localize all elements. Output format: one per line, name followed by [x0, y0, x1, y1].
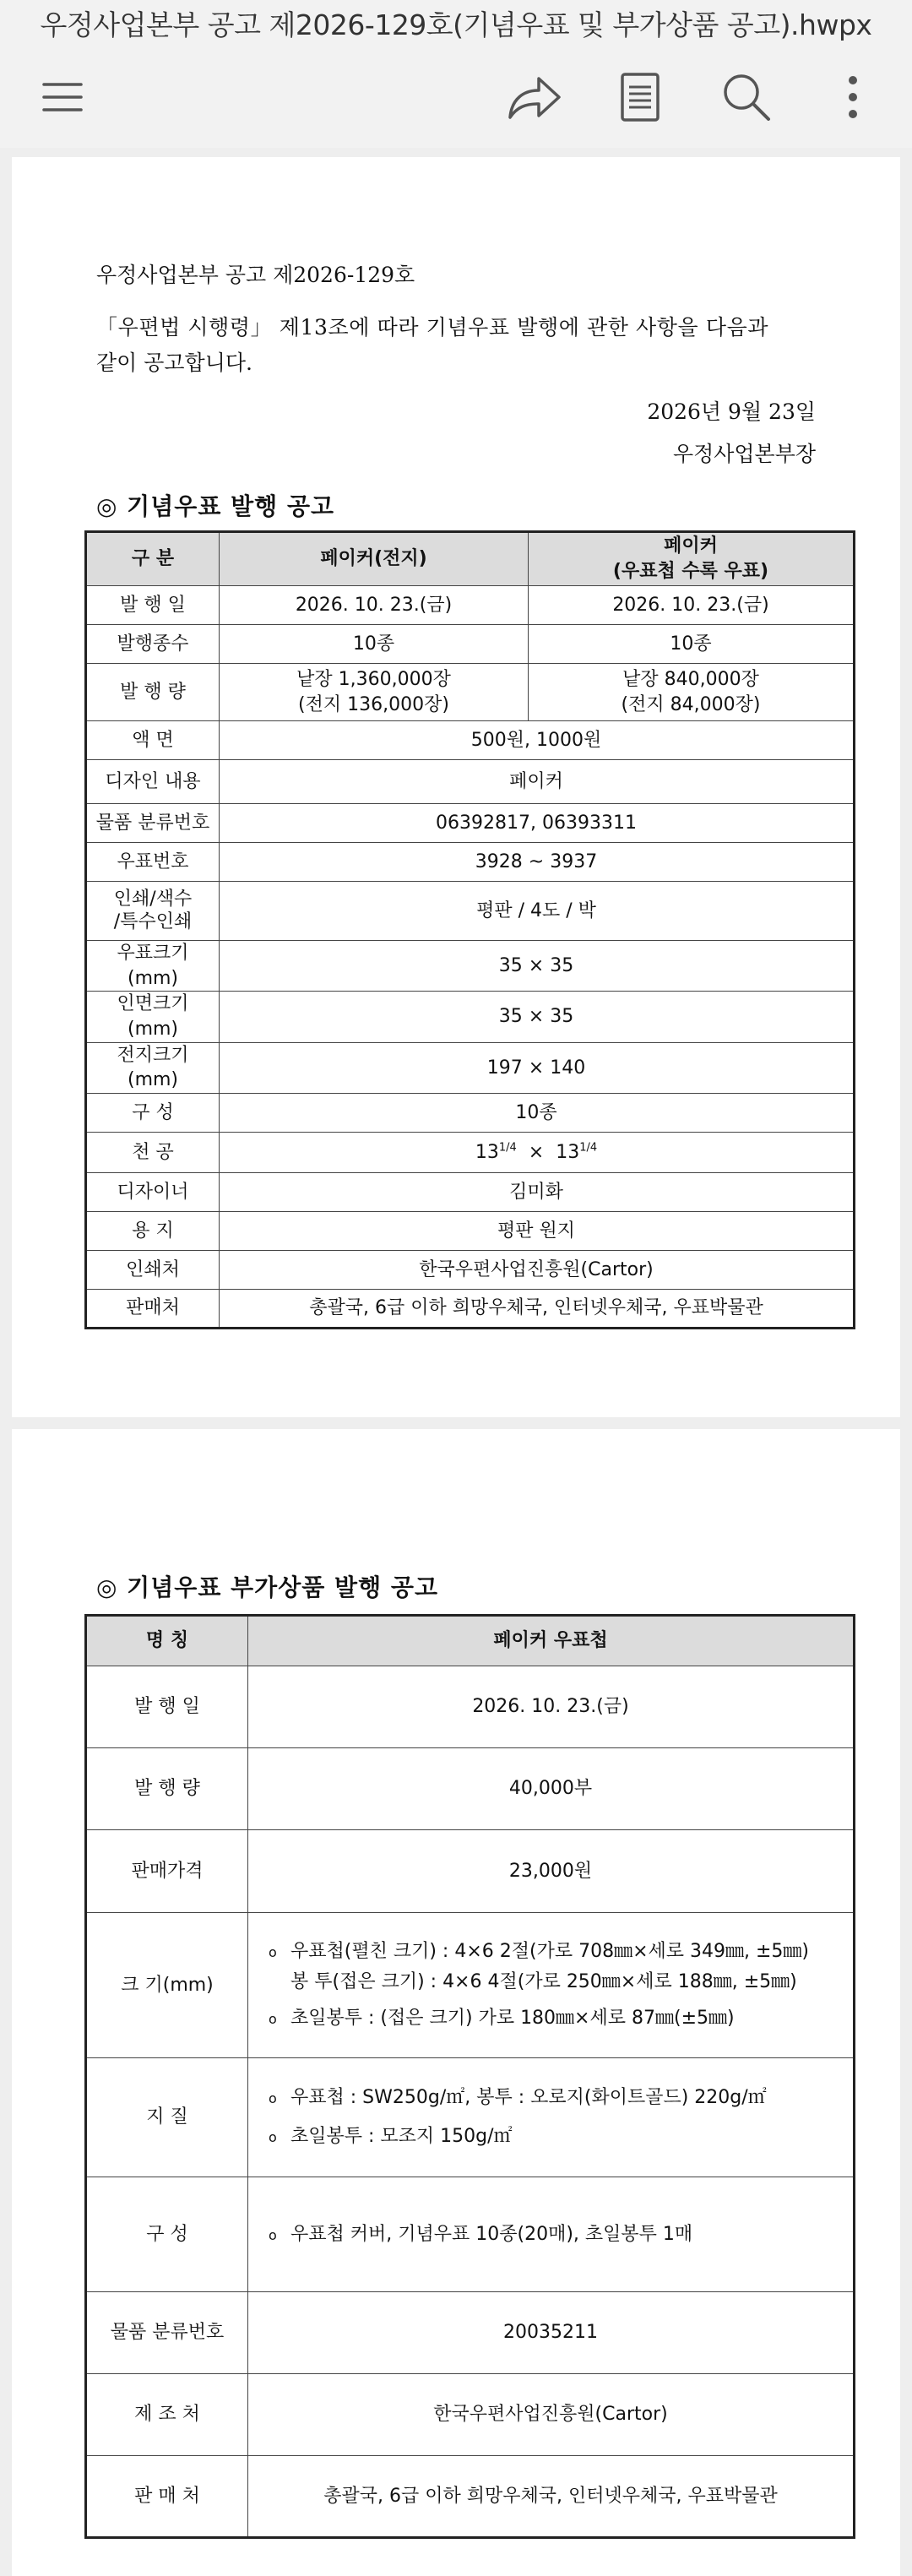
- row-value: 500원, 1000원: [220, 721, 855, 760]
- table-header-row: [86, 532, 855, 586]
- row-label: [86, 882, 220, 941]
- section-title-goods: ◎ 기념우표 부가상품 발행 공고: [96, 1573, 439, 1601]
- table-row: [86, 586, 855, 625]
- row-label: 물품 분류번호: [86, 804, 220, 843]
- table-row: [86, 1748, 855, 1830]
- row-value: [220, 1133, 855, 1173]
- table-row: [86, 1173, 855, 1212]
- row-label: 천 공: [86, 1133, 220, 1173]
- table-row: [86, 2058, 855, 2177]
- bullet-item: [269, 2006, 848, 2031]
- table-row: [86, 804, 855, 843]
- composition-line1: 우표첩 커버, 기념우표 10종(20매), 초일봉투 1매: [290, 2223, 693, 2245]
- bullet-mark: o: [269, 2129, 277, 2145]
- perf-sup2: 1/4: [579, 1141, 598, 1155]
- perf-sup1: 1/4: [498, 1141, 517, 1155]
- row-label: 용 지: [86, 1212, 220, 1251]
- table-header-row: [86, 1616, 855, 1666]
- row-value: 평판 / 4도 / 박: [220, 882, 855, 941]
- row-label: 인면크기(mm): [86, 992, 220, 1042]
- row-label: 판매가격: [86, 1830, 248, 1913]
- header-label: 명 칭: [86, 1616, 248, 1666]
- row-value: 2026. 10. 23.(금): [220, 586, 529, 625]
- notice-date: 2026년 9월 23일: [647, 399, 816, 424]
- notice-number: 우정사업본부 공고 제2026-129호: [96, 263, 415, 287]
- row-value: 총괄국, 6급 이하 희망우체국, 인터넷우체국, 우표박물관: [220, 1290, 855, 1329]
- table-row: [86, 2177, 855, 2292]
- row-value: 197 × 140: [220, 1042, 855, 1093]
- size-line1: 우표첩(펼친 크기) : 4×6 2절(가로 708㎜×세로 349㎜, ±5㎜): [290, 1940, 809, 1962]
- row-value: 10종: [529, 625, 855, 664]
- table-row: [86, 992, 855, 1042]
- bullet-mark: o: [269, 2226, 277, 2243]
- table-row: [86, 2292, 855, 2374]
- row-label: 발 행 일: [86, 1666, 248, 1748]
- row-label: 판매처: [86, 1290, 220, 1329]
- perf-base1: 13: [475, 1141, 499, 1163]
- row-value: 2026. 10. 23.(금): [248, 1666, 855, 1748]
- row-label: 디자인 내용: [86, 760, 220, 804]
- row-label: 우표번호: [86, 843, 220, 882]
- notice-signer: 우정사업본부장: [672, 442, 816, 466]
- document-icon[interactable]: [608, 65, 672, 129]
- table-row: [86, 1290, 855, 1329]
- perf-base2: 13: [556, 1141, 580, 1163]
- bullet-item: [269, 2085, 848, 2111]
- header-col1: 페이커(전지): [220, 532, 529, 586]
- table-row: [86, 941, 855, 992]
- row-value: 20035211: [248, 2292, 855, 2374]
- bullet-mark: o: [269, 2011, 277, 2028]
- title-bar: [0, 0, 912, 46]
- row-value: 페이커: [220, 760, 855, 804]
- row-label: 액 면: [86, 721, 220, 760]
- table-row: [86, 1094, 855, 1133]
- row-label: 인쇄처: [86, 1251, 220, 1290]
- menu-icon[interactable]: [30, 65, 95, 129]
- material-line2: 초일봉투 : 모조지 150g/㎡: [290, 2126, 513, 2147]
- toolbar: [0, 46, 912, 148]
- table-row: [86, 625, 855, 664]
- table-row: [86, 2374, 855, 2456]
- notice-body-line1: 「우편법 시행령」 제13조에 따라 기념우표 발행에 관한 사항을 다음과: [96, 315, 769, 340]
- table-row: [86, 1913, 855, 2058]
- search-icon[interactable]: [714, 65, 779, 129]
- bullet-mark: o: [269, 1943, 277, 1960]
- row-label: 발 행 량: [86, 1748, 248, 1830]
- table-row: [86, 843, 855, 882]
- document-title: 우정사업본부 공고 제2026-129호(기념우표 및 부가상품 공고).hwpx: [40, 8, 872, 41]
- row-label: 발 행 량: [86, 664, 220, 721]
- row-value: 한국우편사업진흥원(Cartor): [220, 1251, 855, 1290]
- quantity-col1-line1: 낱장 1,360,000장: [296, 668, 451, 690]
- row-label: 구 성: [86, 2177, 248, 2292]
- row-label: 판 매 처: [86, 2456, 248, 2538]
- table-row: [86, 1251, 855, 1290]
- row-label: 크 기(mm): [86, 1913, 248, 2058]
- row-value: 10종: [220, 625, 529, 664]
- material-line1: 우표첩 : SW250g/㎡, 봉투 : 오로지(화이트골드) 220g/㎡: [290, 2087, 767, 2109]
- table-row: [86, 721, 855, 760]
- printing-label-line2: /특수인쇄: [113, 910, 193, 932]
- row-label: 구 성: [86, 1094, 220, 1133]
- row-label: 물품 분류번호: [86, 2292, 248, 2374]
- share-icon[interactable]: [502, 65, 566, 129]
- row-label: 우표크기(mm): [86, 941, 220, 992]
- row-value: 23,000원: [248, 1830, 855, 1913]
- row-value: 35 × 35: [220, 941, 855, 992]
- bullet-item: [269, 1939, 848, 1965]
- row-value: [248, 2177, 855, 2292]
- header-value: 페이커 우표첩: [248, 1616, 855, 1666]
- row-label: 지 질: [86, 2058, 248, 2177]
- row-value: 3928 ~ 3937: [220, 843, 855, 882]
- table-row: [86, 1830, 855, 1913]
- bullet-item: [269, 2222, 848, 2247]
- row-label: 전지크기(mm): [86, 1042, 220, 1093]
- row-value: 2026. 10. 23.(금): [529, 586, 855, 625]
- row-label: 제 조 처: [86, 2374, 248, 2456]
- row-label: 발행종수: [86, 625, 220, 664]
- table-row: [86, 664, 855, 721]
- table-row: [86, 1042, 855, 1093]
- quantity-col2-line2: (전지 84,000장): [621, 693, 761, 715]
- row-value: [220, 664, 529, 721]
- quantity-col2-line1: 낱장 840,000장: [622, 668, 759, 690]
- stamp-issue-table: [84, 530, 855, 1329]
- table-row: [86, 1212, 855, 1251]
- row-value: 06392817, 06393311: [220, 804, 855, 843]
- header-label: 구 분: [86, 532, 220, 586]
- row-value: 김미화: [220, 1173, 855, 1212]
- bullet-item: [269, 2124, 848, 2149]
- row-value: 평판 원지: [220, 1212, 855, 1251]
- header-col2-line2: (우표첩 수록 우표): [612, 561, 769, 582]
- row-label: 디자이너: [86, 1173, 220, 1212]
- bullet-mark: o: [269, 2090, 277, 2107]
- table-row: [86, 2456, 855, 2538]
- more-icon[interactable]: [821, 65, 885, 129]
- header-col2: [529, 532, 855, 586]
- size-line2: 봉 투(접은 크기) : 4×6 4절(가로 250㎜×세로 188㎜, ±5㎜): [290, 1970, 797, 1992]
- row-value: [248, 1913, 855, 2058]
- printing-label-line1: 인쇄/색수: [113, 889, 193, 910]
- row-value: 40,000부: [248, 1748, 855, 1830]
- size-line3: 초일봉투 : (접은 크기) 가로 180㎜×세로 87㎜(±5㎜): [290, 2008, 735, 2030]
- quantity-col1-line2: (전지 136,000장): [298, 693, 449, 715]
- row-value: 35 × 35: [220, 992, 855, 1042]
- perf-times: ×: [528, 1141, 545, 1163]
- table-row: [86, 1133, 855, 1173]
- table-row: [86, 1666, 855, 1748]
- table-row: [86, 760, 855, 804]
- row-value: [248, 2058, 855, 2177]
- section-title-stamp: ◎ 기념우표 발행 공고: [96, 492, 335, 520]
- row-value: 한국우편사업진흥원(Cartor): [248, 2374, 855, 2456]
- goods-issue-table: [84, 1614, 855, 2539]
- row-value: 10종: [220, 1094, 855, 1133]
- table-row: [86, 882, 855, 941]
- row-label: 발 행 일: [86, 586, 220, 625]
- notice-body-line2: 같이 공고합니다.: [96, 351, 252, 375]
- header-col2-line1: 페이커: [664, 535, 718, 557]
- row-value: [529, 664, 855, 721]
- row-value: 총괄국, 6급 이하 희망우체국, 인터넷우체국, 우표박물관: [248, 2456, 855, 2538]
